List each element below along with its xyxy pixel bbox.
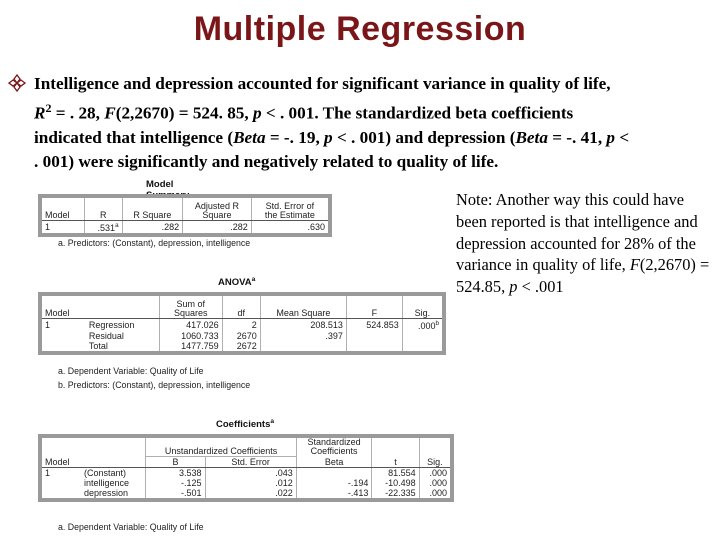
cell	[40, 331, 86, 341]
cell: .000$^b$	[402, 319, 444, 332]
anova-title: ANOVA$^a$	[218, 276, 256, 289]
cell: 2672	[222, 341, 260, 353]
cell: -22.335	[372, 488, 419, 500]
cell: -.125	[146, 478, 205, 488]
header-cell: Standardized Coefficients	[296, 436, 372, 456]
table-row	[40, 488, 452, 500]
note-text: Note: Another way this could have been reported is that intelligence and depression accounted for 28% of the variance in quality of life, F(2,2670) = 524.85, p < .001	[456, 190, 710, 297]
cell: Total	[88, 341, 108, 351]
cell: 1	[45, 222, 51, 232]
header-cell: Std. Error of the Estimate	[251, 196, 330, 221]
header-cell	[419, 436, 452, 456]
cell: .000	[419, 467, 452, 478]
bullet-line-1: Intelligence and depression accounted for significant variance in quality of life,	[34, 74, 611, 93]
cell: 2670	[222, 331, 260, 341]
table-row	[40, 221, 330, 236]
header-cell	[86, 294, 159, 319]
cell: .531$^a$	[84, 221, 122, 236]
cell: 1477.759	[159, 341, 222, 353]
header-cell: t	[372, 456, 419, 467]
header-cell: Sig.	[402, 294, 444, 319]
cell: Regression	[88, 320, 135, 330]
cell	[402, 331, 444, 341]
header-cell	[40, 436, 81, 456]
header-cell: B	[146, 456, 205, 467]
cell: 81.554	[372, 467, 419, 478]
cell: 208.513	[260, 319, 346, 332]
cell	[40, 488, 81, 500]
model-summary-table	[38, 194, 332, 237]
cell: (Constant)	[83, 467, 126, 478]
bullet-line-2: $R^2$ = . 28, F(2,2670) = 524. 85, p < . 001. The standardized beta coefficients	[34, 101, 574, 123]
cell: -10.498	[372, 478, 419, 488]
header-cell: Model	[40, 456, 81, 467]
table-row	[40, 319, 444, 332]
cell: 417.026	[159, 319, 222, 332]
cell	[346, 341, 402, 353]
cell: 1060.733	[159, 331, 222, 341]
cell: -.194	[296, 478, 372, 488]
cell: 1	[45, 320, 51, 330]
table-header-row	[40, 294, 444, 319]
cell	[402, 341, 444, 353]
cell	[260, 341, 346, 353]
diamond-bullet-icon	[8, 74, 26, 92]
table-row	[40, 467, 452, 478]
slide-title: Multiple Regression	[193, 10, 527, 48]
footnote: a. Dependent Variable: Quality of Life	[58, 366, 204, 376]
table-row	[40, 478, 452, 488]
bullet-line-4: . 001) were significantly and negatively related to quality of life.	[34, 151, 499, 171]
cell: 3.538	[146, 467, 205, 478]
cell	[296, 467, 372, 478]
cell: .630	[251, 221, 330, 236]
cell	[40, 341, 86, 353]
header-cell: Adjusted R Square	[183, 196, 252, 221]
table-header-row	[40, 456, 452, 467]
cell: .282	[183, 221, 252, 236]
header-cell: Sig.	[419, 456, 452, 467]
header-cell: Unstandardized Coefficients	[146, 436, 296, 456]
header-cell: Model	[40, 294, 86, 319]
header-cell	[81, 436, 146, 456]
cell: .022	[205, 488, 296, 500]
coefficients-table	[38, 434, 454, 502]
bullet-paragraph	[8, 72, 714, 174]
header-cell: Sum of Squares	[159, 294, 222, 319]
cell: -.501	[146, 488, 205, 500]
cell: Residual	[88, 331, 124, 341]
header-cell: df	[222, 294, 260, 319]
cell: .000	[419, 478, 452, 488]
cell	[346, 331, 402, 341]
cell: depression	[83, 487, 128, 498]
cell: .012	[205, 478, 296, 488]
coefficients-title: Coefficients$^a$	[216, 418, 275, 431]
cell: intelligence	[83, 477, 129, 488]
cell: 1	[45, 467, 51, 478]
cell: .282	[122, 221, 183, 236]
header-cell: R	[84, 196, 122, 221]
cell: -.413	[296, 488, 372, 500]
header-cell: Model	[40, 196, 84, 221]
cell: .397	[260, 331, 346, 341]
footnote: b. Predictors: (Constant), depression, intelligence	[58, 380, 251, 390]
cell: .000	[419, 488, 452, 500]
header-cell	[81, 456, 146, 467]
cell	[40, 478, 81, 488]
header-cell: Beta	[296, 456, 372, 467]
cell: .043	[205, 467, 296, 478]
footnote: a. Dependent Variable: Quality of Life	[58, 522, 204, 532]
header-cell: R Square	[122, 196, 183, 221]
footnote: a. Predictors: (Constant), depression, intelligence	[58, 238, 251, 248]
header-cell: Std. Error	[205, 456, 296, 467]
header-cell: F	[346, 294, 402, 319]
table-row	[40, 341, 444, 353]
bullet-line-3: indicated that intelligence (Beta = -. 19, p < . 001) and depression (Beta = -. 41, p <	[34, 127, 630, 147]
header-cell: Mean Square	[260, 294, 346, 319]
table-header-group-row	[40, 436, 452, 456]
bullet-text	[34, 72, 714, 174]
table-row	[40, 331, 444, 341]
model-summary-title: Model	[146, 179, 174, 190]
anova-table	[38, 292, 446, 355]
table-header-row	[40, 196, 330, 221]
cell: 524.853	[346, 319, 402, 332]
cell: 2	[222, 319, 260, 332]
header-cell	[372, 436, 419, 456]
